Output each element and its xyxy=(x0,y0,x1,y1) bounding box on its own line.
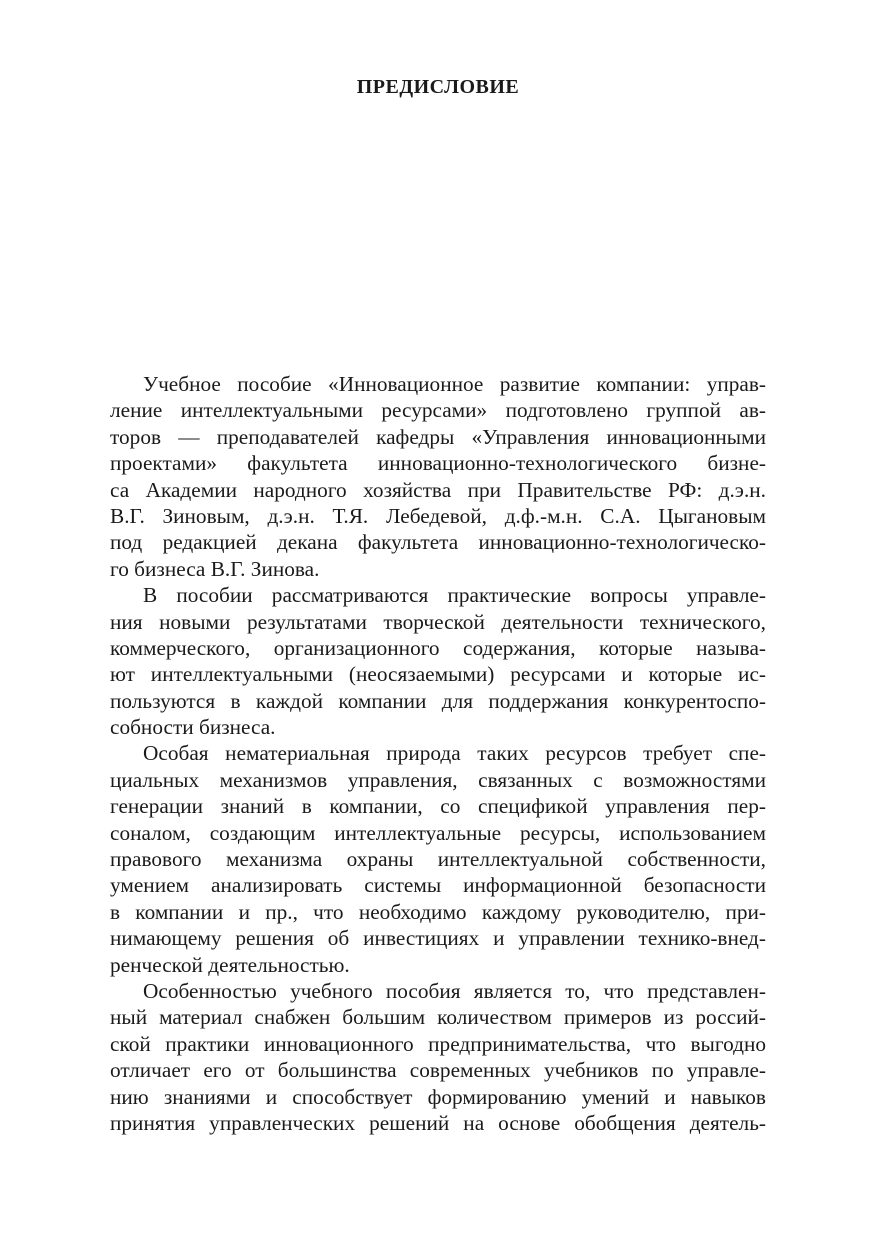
page-title: ПРЕДИСЛОВИЕ xyxy=(356,76,520,98)
text-line: умением анализировать системы информационной безопасности xyxy=(110,873,766,898)
text-line: под редакцией декана факультета инновационно-технологическо- xyxy=(110,530,766,555)
text-line: Учебное пособие «Инновационное развитие компании: управ- xyxy=(143,372,766,396)
text-line: коммерческого, организационного содержания, которые называ- xyxy=(110,635,766,660)
text-line: Особенностью учебного пособия является то, что представлен- xyxy=(143,978,766,1003)
text-line: ный материал снабжен большим количеством примеров из россий- xyxy=(110,1005,766,1030)
text-line: генерации знаний в компании, со спецификой управления пер- xyxy=(110,794,766,819)
text-line: ление интеллектуальными ресурсами» подготовлено группой ав- xyxy=(110,398,766,423)
text-line: принятия управленческих решений на основе обобщения деятель- xyxy=(110,1110,766,1135)
text-line: са Академии народного хозяйства при Правительстве РФ: д.э.н. xyxy=(110,477,766,502)
text-line: собности бизнеса. xyxy=(110,715,276,740)
text-line: ренческой деятельностью. xyxy=(110,952,350,977)
text-line: В.Г. Зиновым, д.э.н. Т.Я. Лебедевой, д.ф.-м.н. С.А. Цыгановым xyxy=(110,503,766,528)
paragraph xyxy=(110,371,766,582)
text-line: го бизнеса В.Г. Зинова. xyxy=(110,556,320,581)
paragraph xyxy=(110,582,766,740)
paragraph xyxy=(110,740,766,978)
text-line: отличает его от большинства современных учебников по управле- xyxy=(110,1058,766,1083)
text-line: циальных механизмов управления, связанных с возможностями xyxy=(110,767,766,792)
text-line: нимающему решения об инвестициях и управлении технико-внед- xyxy=(110,926,766,951)
text-line: в компании и пр., что необходимо каждому руководителю, при- xyxy=(110,899,766,924)
text-line: соналом, создающим интеллектуальные ресурсы, использованием xyxy=(110,820,766,845)
paragraph xyxy=(110,978,766,1136)
text-line: Особая нематериальная природа таких ресурсов требует спе- xyxy=(143,741,766,766)
text-line: торов — преподавателей кафедры «Управления инновационными xyxy=(110,424,766,449)
text-line: ния новыми результатами творческой деятельности технического, xyxy=(110,609,766,634)
text-line: правового механизма охраны интеллектуальной собственности, xyxy=(110,847,766,872)
body-text xyxy=(110,371,766,1136)
text-line: нию знаниями и способствует формированию умений и навыков xyxy=(110,1084,766,1109)
text-line: ской практики инновационного предпринимательства, что выгодно xyxy=(110,1031,766,1056)
text-line: пользуются в каждой компании для поддержания конкурентоспо- xyxy=(110,688,766,713)
text-line: В пособии рассматриваются практические вопросы управле- xyxy=(143,583,766,608)
text-line: проектами» факультета инновационно-технологического бизне- xyxy=(110,451,766,476)
text-line: ют интеллектуальными (неосязаемыми) ресурсами и которые ис- xyxy=(110,662,766,687)
